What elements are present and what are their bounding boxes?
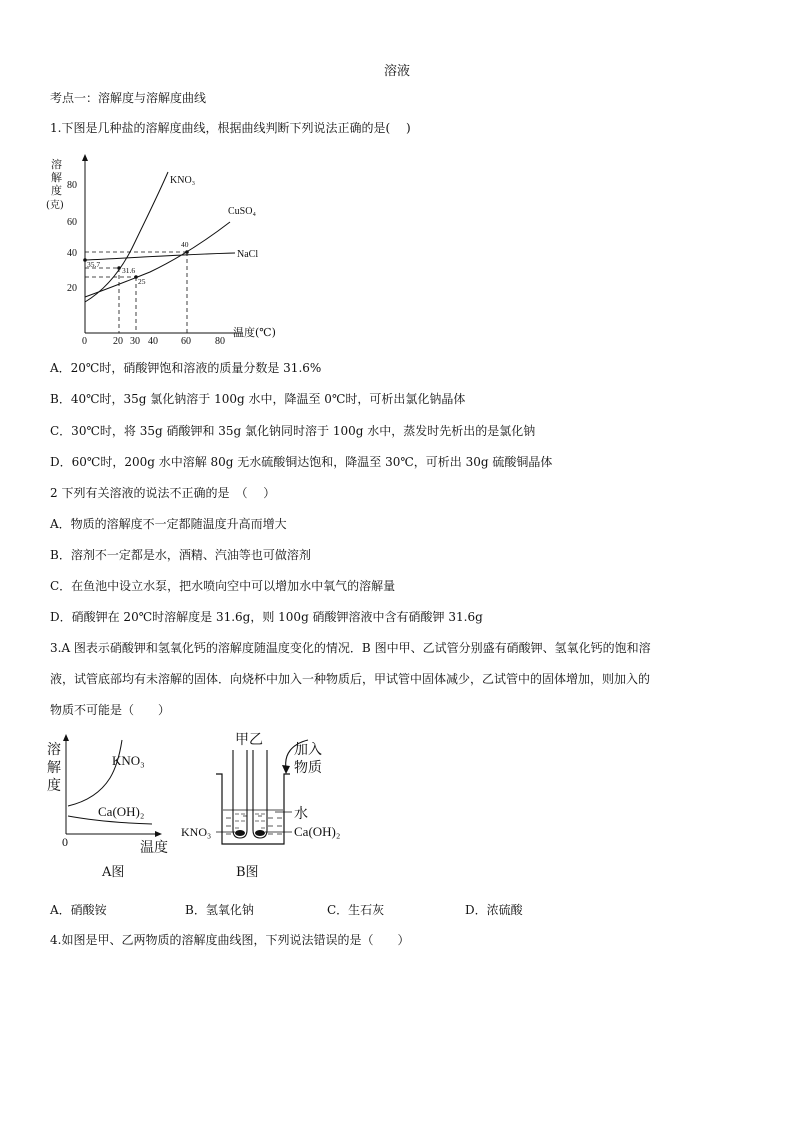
a-ylabel-3: 度: [47, 778, 61, 794]
q3-stem-line-1: 3.A 图表示硝酸钾和氢氧化钙的溶解度随温度变化的情况．B 图中甲、乙试管分别盛有硝酸钾、氢氧化钙的饱和溶: [50, 641, 651, 655]
ylabel-line-4: (克): [46, 200, 64, 211]
b-water-dashes: [226, 816, 282, 834]
q2-stem: 2 下列有关溶液的说法不正确的是 （ ）: [50, 486, 276, 500]
q2-option-c: C．在鱼池中设立水泵，把水喷向空中可以增加水中氧气的溶解量: [50, 579, 396, 593]
b-tube-jia-solid: [235, 830, 245, 836]
b-caption: B图: [236, 865, 259, 880]
x-tick-60: 60: [181, 336, 191, 345]
series-label-kno3: KNO₃: [170, 175, 196, 186]
ylabel-line-2: 解: [51, 171, 62, 184]
y-tick-60: 60: [67, 217, 77, 228]
b-kno3-label: KNO₃: [181, 825, 212, 839]
series-label-cuso4: CuSO₄: [228, 206, 256, 217]
q1-option-b: B．40℃时，35g 氯化钠溶于 100g 水中，降温至 0℃时，可析出氯化钠晶体: [50, 392, 466, 406]
label-316: 31.6: [122, 266, 136, 275]
a-ylabel-1: 溶: [47, 742, 61, 758]
q1-stem: 1.下图是几种盐的溶解度曲线，根据曲线判断下列说法正确的是( ): [50, 121, 411, 135]
b-add-line-2: 物质: [294, 760, 322, 776]
y-tick-20: 20: [67, 283, 77, 294]
q3-option-a: A．硝酸铵: [50, 903, 107, 917]
b-caoh2-label: Ca(OH)₂: [294, 824, 341, 839]
a-x-arrow: [155, 831, 162, 837]
a-origin: 0: [62, 835, 68, 849]
q1-option-c: C．30℃时，将 35g 硝酸钾和 35g 氯化钠同时溶于 100g 水中，蒸发时先析出的是氯化钠: [50, 424, 536, 438]
x-tick-30: 30: [130, 336, 140, 345]
label-40: 40: [181, 240, 189, 249]
ylabel-line-1: 溶: [51, 158, 62, 171]
solubility-chart: [40, 150, 300, 345]
figure-a-b: [40, 728, 380, 888]
page-title: 溶液: [383, 64, 410, 79]
x-tick-80: 80: [215, 336, 225, 345]
point-316: [117, 266, 121, 270]
series-label-nacl: NaCl: [237, 249, 259, 260]
point-40: [185, 250, 189, 254]
a-caption: A图: [102, 865, 125, 880]
y-tick-80: 80: [67, 180, 77, 191]
b-tube-jia: [233, 750, 247, 838]
b-tube-yi: [253, 750, 267, 838]
b-tubes-label: 甲乙: [235, 732, 263, 748]
a-kno3-curve: [68, 740, 122, 806]
section-heading: 考点一：溶解度与溶解度曲线: [50, 91, 207, 105]
x-tick-0: 0: [82, 336, 87, 345]
b-water-label: 水: [294, 806, 308, 822]
q3-option-c: C．生石灰: [327, 903, 385, 917]
a-caoh2-label: Ca(OH)₂: [98, 804, 145, 819]
y-tick-40: 40: [67, 248, 77, 259]
q3-stem-line-3: 物质不可能是（ ）: [50, 703, 171, 717]
a-kno3-label: KNO₃: [112, 753, 145, 768]
q2-option-a: A．物质的溶解度不一定都随温度升高而增大: [50, 517, 287, 531]
kno3-curve: [85, 172, 168, 302]
x-tick-40: 40: [148, 336, 158, 345]
q3-stem-line-2: 液，试管底部均有未溶解的固体．向烧杯中加入一种物质后，甲试管中固体减少，乙试管中的固体增加，则加入的: [50, 672, 651, 686]
q2-option-b: B．溶剂不一定都是水，酒精、汽油等也可做溶剂: [50, 548, 311, 562]
a-ylabel-2: 解: [47, 760, 61, 776]
b-add-arrowhead: [282, 765, 290, 774]
cuso4-curve: [85, 222, 230, 297]
ylabel-line-3: 度: [51, 184, 62, 197]
q4-stem: 4.如图是甲、乙两物质的溶解度曲线图，下列说法错误的是（ ）: [50, 933, 410, 947]
a-y-arrow: [63, 734, 69, 741]
q2-option-d: D．硝酸钾在 20℃时溶解度是 31.6g，则 100g 硝酸钾溶液中含有硝酸钾 31.6g: [50, 610, 483, 624]
x-tick-20: 20: [113, 336, 123, 345]
q3-option-b: B．氢氧化钠: [185, 903, 254, 917]
nacl-curve: [85, 253, 235, 260]
q3-option-d: D．浓硫酸: [465, 903, 523, 917]
b-add-line-1: 加入: [294, 742, 322, 758]
x-axis-label: 温度(℃): [233, 326, 276, 339]
label-357: 35.7: [87, 260, 101, 269]
b-tube-yi-solid: [255, 830, 265, 836]
q1-option-d: D．60℃时，200g 水中溶解 80g 无水硫酸铜达饱和，降温至 30℃，可析出 30g 硫酸铜晶体: [50, 455, 553, 469]
label-25: 25: [138, 277, 146, 286]
q1-option-a: A．20℃时，硝酸钾饱和溶液的质量分数是 31.6%: [50, 361, 322, 375]
y-axis-arrow: [82, 154, 88, 161]
a-xlabel: 温度: [140, 840, 168, 856]
